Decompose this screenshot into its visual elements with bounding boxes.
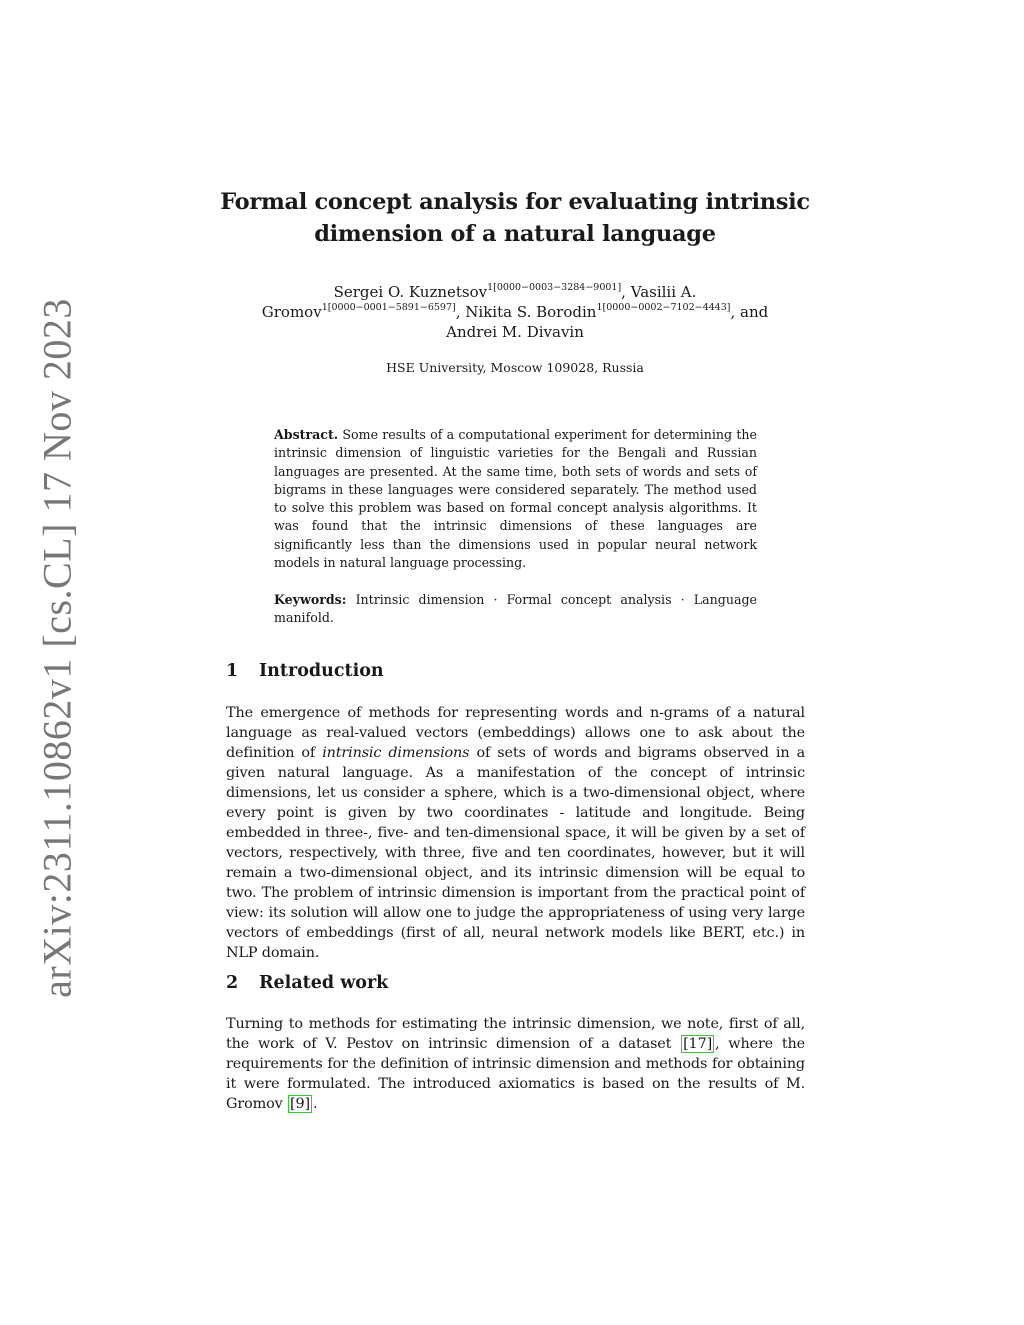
paper-title-line-1: Formal concept analysis for evaluating intrinsic xyxy=(220,189,810,215)
section-heading-related-work xyxy=(226,972,388,994)
related-work-paragraph: Turning to methods for estimating the intrinsic dimension, we note, first of all, the work of V. Pestov on intrinsic dimension of a dataset [17] , where the requirements for the definition of intrinsic dimension and methods for obtaining it were formulated. The introduced axiomatics is based on the results of M. Gromov [9] . xyxy=(226,1016,805,1112)
abstract xyxy=(274,426,757,572)
affiliation: HSE University, Moscow 109028, Russia xyxy=(386,360,644,375)
arxiv-identifier-stamp: arXiv:2311.10862v1 [cs.CL] 17 Nov 2023 xyxy=(34,298,80,998)
introduction-paragraph: The emergence of methods for representing words and n-grams of a natural language as real-valued vectors (embeddings) allows one to ask about the definition of intrinsic dimensions of sets of words and bigrams observed in a given natural language. As a manifestation of the concept of intrinsic dimensions, let us consider a sphere, which is a two-dimensional object, where every point is given by two coordinates - latitude and longitude. Being embedded in three-, five- and ten-dimensional space, it will be given by a set of vectors, respectively, with three, five and ten coordinates, however, but it will remain a two-dimensional object, and its intrinsic dimension will be equal to two. The problem of intrinsic dimension is important from the practical point of view: its solution will allow one to judge the appropriateness of using very large vectors of embeddings (first of all, neural network models like BERT, etc.) in NLP domain. xyxy=(226,705,805,961)
citation-link[interactable]: [17] xyxy=(683,1036,713,1052)
author-name: Vasilii A. xyxy=(630,283,697,301)
author-line-3 xyxy=(230,322,800,342)
paper-title-line-2: dimension of a natural language xyxy=(314,221,716,247)
section-title: Related work xyxy=(259,973,389,993)
keywords-label: Keywords: xyxy=(274,592,347,607)
abstract-text: Some results of a computational experiment for determining the intrinsic dimension of linguistic varieties for the Bengali and Russian languages are presented. At the same time, both sets of words and sets of bigrams in these languages were considered separately. The method used to solve this problem was based on formal concept analysis algorithms. It was found that the intrinsic dimensions of these languages are significantly less than the dimensions used in popular neural network models in natural language processing. xyxy=(274,427,757,571)
paper-title xyxy=(215,186,815,250)
author-name: Sergei O. Kuznetsov xyxy=(333,283,488,301)
section-heading-introduction xyxy=(226,660,384,682)
emphasis-term: intrinsic dimensions xyxy=(322,745,470,761)
author-orcid: 1[0000−0002−7102−4443] xyxy=(596,302,731,313)
author-list xyxy=(230,282,800,342)
citation-link[interactable]: [9] xyxy=(290,1096,310,1112)
author-name: Nikita S. Borodin xyxy=(465,303,597,321)
abstract-label: Abstract. xyxy=(274,427,339,442)
author-name: Andrei M. Divavin xyxy=(446,323,584,341)
author-orcid: 1[0000−0001−5891−6597] xyxy=(321,302,456,313)
section-number: 1 xyxy=(226,661,239,681)
author-orcid: 1[0000−0003−3284−9001] xyxy=(487,282,622,293)
section-number: 2 xyxy=(226,973,239,993)
section-title: Introduction xyxy=(259,661,384,681)
author-line-1: Sergei O. Kuznetsov$^{1[0000-0003-3284-9001]}$, Vasilii A. xyxy=(333,282,697,301)
author-name: Gromov xyxy=(261,303,322,321)
keywords xyxy=(274,591,757,628)
author-line-2: Gromov$^{1[0000-0001-5891-6597]}$, Nikita S. Borodin$^{1[0000-0002-7102-4443]}$, and xyxy=(261,302,769,321)
keywords-text: Intrinsic dimension · Formal concept analysis · Language manifold. xyxy=(274,592,757,626)
